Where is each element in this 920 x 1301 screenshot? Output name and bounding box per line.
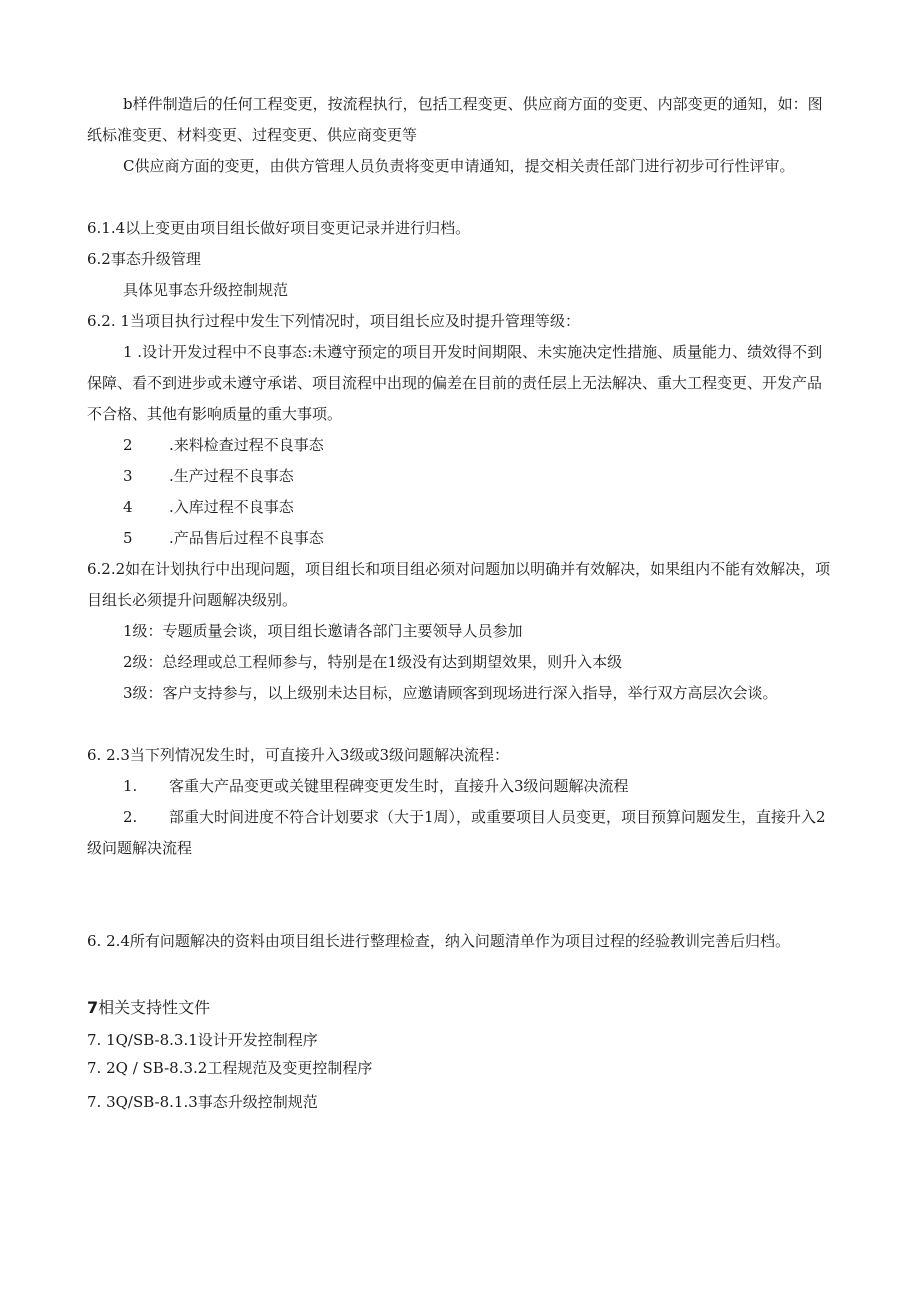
case-item-2 xyxy=(87,802,832,864)
paragraph-engineering-change-b: b样件制造后的任何工程变更，按流程执行，包括工程变更、供应商方面的变更、内部变更的通知，如：图纸标准变更、材料变更、过程变更、供应商变更等 xyxy=(87,95,823,144)
section-6-2-heading: 6.2事态升级管理 xyxy=(87,250,201,268)
list-item-number: 4 xyxy=(123,498,133,516)
section-7-heading xyxy=(87,992,832,1023)
section-6-1-4: 6.1.4以上变更由项目组长做好项目变更记录并进行归档。 xyxy=(87,219,471,237)
list-item-number: 2 xyxy=(123,436,133,454)
case-text: 部重大时间进度不符合计划要求（大于1周），或重要项目人员变更，项目预算问题发生，直接升入2级问题解决流程 xyxy=(87,808,826,857)
section-6-2-4: 6. 2.4所有问题解决的资料由项目组长进行整理检查，纳入问题清单作为项目过程的经验教训完善后归档。 xyxy=(87,932,790,950)
level-1: 1级：专题质量会谈，项目组长邀请各部门主要领导人员参加 xyxy=(123,622,523,640)
list-item-1-design-dev: 1 .设计开发过程中不良事态:未遵守预定的项目开发时间期限、未实施决定性措施、质量能力、绩效得不到保障、看不到进步或未遵守承诺、项目流程中出现的偏差在目前的责任层上无法解决、重大工程变更、开发产品不合格、其他有影响质量的重大事项。 xyxy=(87,343,823,423)
list-item-text: .产品售后过程不良事态 xyxy=(169,529,324,547)
section-6-2-2: 6.2.2如在计划执行中出现问题，项目组长和项目组必须对问题加以明确并有效解决，如果组内不能有效解决，项目组长必须提升问题解决级别。 xyxy=(87,560,831,609)
list-item-number: 5 xyxy=(123,529,133,547)
section-6-2-3: 6. 2.3当下列情况发生时，可直接升入3级或3级问题解决流程： xyxy=(87,746,510,764)
case-number: 1. xyxy=(123,777,138,795)
list-item-text: .入库过程不良事态 xyxy=(169,498,294,516)
doc-7-1: 7. 1Q/SB-8.3.1设计开发控制程序 xyxy=(87,1031,318,1049)
level-3: 3级：客户支持参与，以上级别未达目标，应邀请顾客到现场进行深入指导，举行双方高层次会谈。 xyxy=(123,684,778,702)
section-6-2-1: 6.2. 1当项目执行过程中发生下列情况时，项目组长应及时提升管理等级： xyxy=(87,312,580,330)
doc-7-3: 7. 3Q/SB-8.1.3事态升级控制规范 xyxy=(87,1093,318,1111)
section-6-2-reference: 具体见事态升级控制规范 xyxy=(123,281,289,299)
section-7-title: 相关支持性文件 xyxy=(98,998,211,1017)
list-item-2 xyxy=(123,430,823,461)
list-item-4 xyxy=(123,492,823,523)
list-item-number: 3 xyxy=(123,467,133,485)
paragraph-supplier-change-c: C供应商方面的变更，由供方管理人员负责将变更申请通知，提交相关责任部门进行初步可行性评审。 xyxy=(123,157,795,175)
level-2: 2级：总经理或总工程师参与，特别是在1级没有达到期望效果，则升入本级 xyxy=(123,653,623,671)
case-item-1 xyxy=(123,771,823,802)
doc-7-2: 7. 2Q / SB-8.3.2工程规范及变更控制程序 xyxy=(87,1059,373,1077)
list-item-text: .来料检查过程不良事态 xyxy=(169,436,324,454)
list-item-3 xyxy=(123,461,823,492)
case-text: 客重大产品变更或关键里程碑变更发生时，直接升入3级问题解决流程 xyxy=(169,777,629,795)
section-7-number: 7 xyxy=(87,998,99,1017)
list-item-5 xyxy=(123,523,823,554)
list-item-text: .生产过程不良事态 xyxy=(169,467,294,485)
case-number: 2. xyxy=(123,808,138,826)
